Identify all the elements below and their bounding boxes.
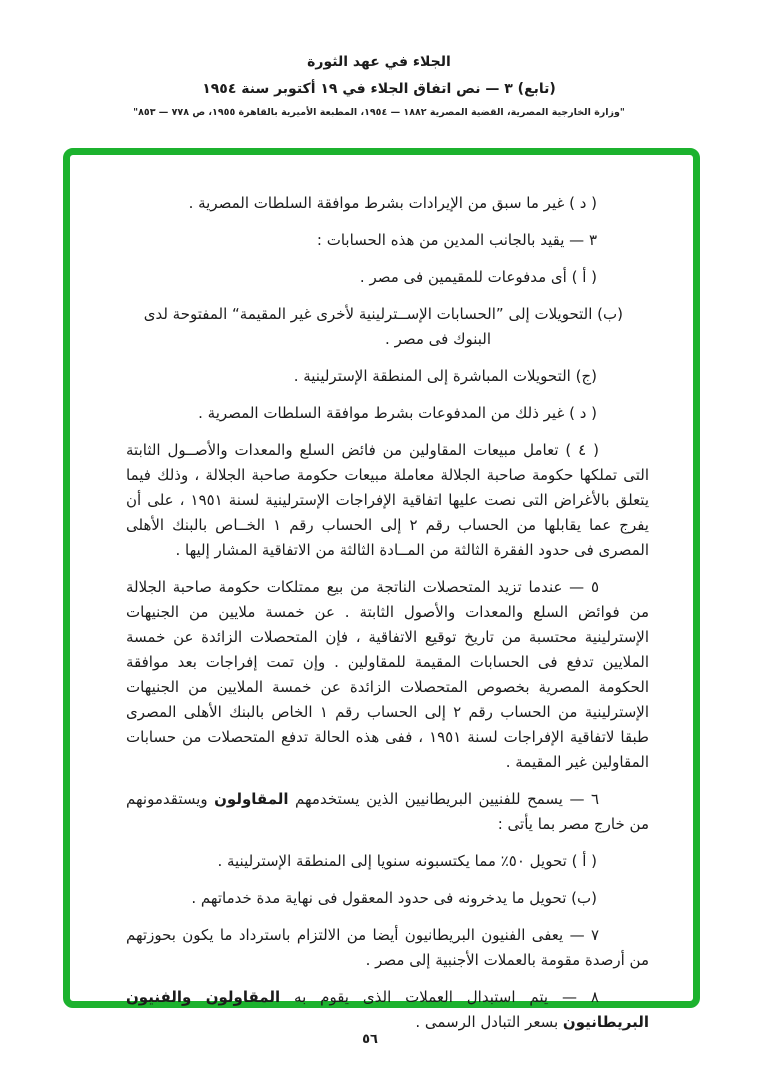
- para-6: ٦ — يسمح للفنيين البريطانيين الذين يستخدمهم المقاولون ويستقدمونهم من خارج مصر بما يأتى :: [126, 790, 649, 833]
- item-ba-2: (ب) تحويل ما يدخرونه فى حدود المعقول فى نهاية مدة خدماتهم .: [191, 889, 597, 907]
- item-dal-1: ( د ) غير ما سبق من الإيرادات بشرط موافقة السلطات المصرية .: [188, 194, 597, 212]
- document-title: الجلاء في عهد الثورة: [307, 54, 451, 70]
- para-5: ٥ — عندما تزيد المتحصلات الناتجة من بيع ممتلكات حكومة صاحبة الجلالة من فوائض السلع والمعدات والأصول الثابتة . عن خمسة ملايين من الجنيهات الإسترلينية محتسبة من تاريخ توقيع الاتفاقية ، فإن المتحصلات الزائدة عن خمسة الملايين تدفع فى الحسابات المقيمة للمقاولين . وإن تمت إفراجات بعد موافقة الحكومة المصرية بخصوص المتحصلات الزائدة عن خمسة الملايين من الجنيهات الإسترلينية من الحساب رقم ٢ إلى الحساب رقم ١ الخاص بالبنك الأهلى المصرى طبقا لاتفاقية الإفراجات لسنة ١٩٥١ ، ففى هذه الحالة تدفع المتحصلات من حسابات المقاولين غير المقيمة .: [126, 578, 650, 771]
- document-subtitle: (تابع) ٣ — نص اتفاق الجلاء في ١٩ أكتوبر سنة ١٩٥٤: [202, 81, 556, 97]
- para-8: ٨ — يتم استبدال العملات الذى يقوم به المقاولون والفنيون البريطانيون بسعر التبادل الرسمى .: [126, 988, 649, 1031]
- item-jeem: (ج) التحويلات المباشرة إلى المنطقة الإسترلينية .: [293, 367, 597, 385]
- para-7: ٧ — يعفى الفنيون البريطانيون أيضا من الالتزام باسترداد ما يكون بحوزتهم من أرصدة مقومة بالعملات الأجنبية إلى مصر .: [126, 926, 649, 969]
- item-ba-1: (ب) التحويلات إلى ”الحسابات الإســترلينية لأخرى غير المقيمة“ المفتوحة لدى البنوك فى مصر .: [143, 305, 623, 348]
- para-4: ( ٤ ) تعامل مبيعات المقاولين من فائض السلع والمعدات والأصــول الثابتة التى تملكها حكومة صاحبة الجلالة معاملة مبيعات حكومة صاحبة الجلالة ، وذلك فيما يتعلق بالأغراض التى نصت عليها اتفاقية الإفراجات الإسترلينية لسنة ١٩٥١ ، على أن يفرج عما يقابلها من الحساب رقم ٢ إلى الحساب رقم ١ الخــاص بالبنك الأهلى المصرى فى حدود الفقرة الثالثة من المــادة الثالثة من الاتفاقية المشار إليها .: [126, 441, 650, 559]
- page-number: ٥٦: [362, 1032, 378, 1047]
- content-border-frame: [63, 148, 700, 1031]
- item-3: ٣ — يقيد بالجانب المدين من هذه الحسابات :: [316, 231, 597, 249]
- item-dal-2: ( د ) غير ذلك من المدفوعات بشرط موافقة السلطات المصرية .: [198, 404, 597, 422]
- item-alef-1: ( أ ) أى مدفوعات للمقيمين فى مصر .: [359, 268, 597, 286]
- page-header: [0, 0, 758, 120]
- document-body: [126, 191, 649, 1035]
- source-citation: "وزارة الخارجية المصرية، القضية المصرية ١٨٨٢ — ١٩٥٤، المطبعة الأميرية بالقاهرة ١٩٥٥، ص ٧٧٨ — ٨٥٣": [133, 107, 625, 118]
- item-alef-2: ( أ ) تحويل ٥٠٪ مما يكتسبونه سنويا إلى المنطقة الإسترلينية .: [217, 852, 597, 870]
